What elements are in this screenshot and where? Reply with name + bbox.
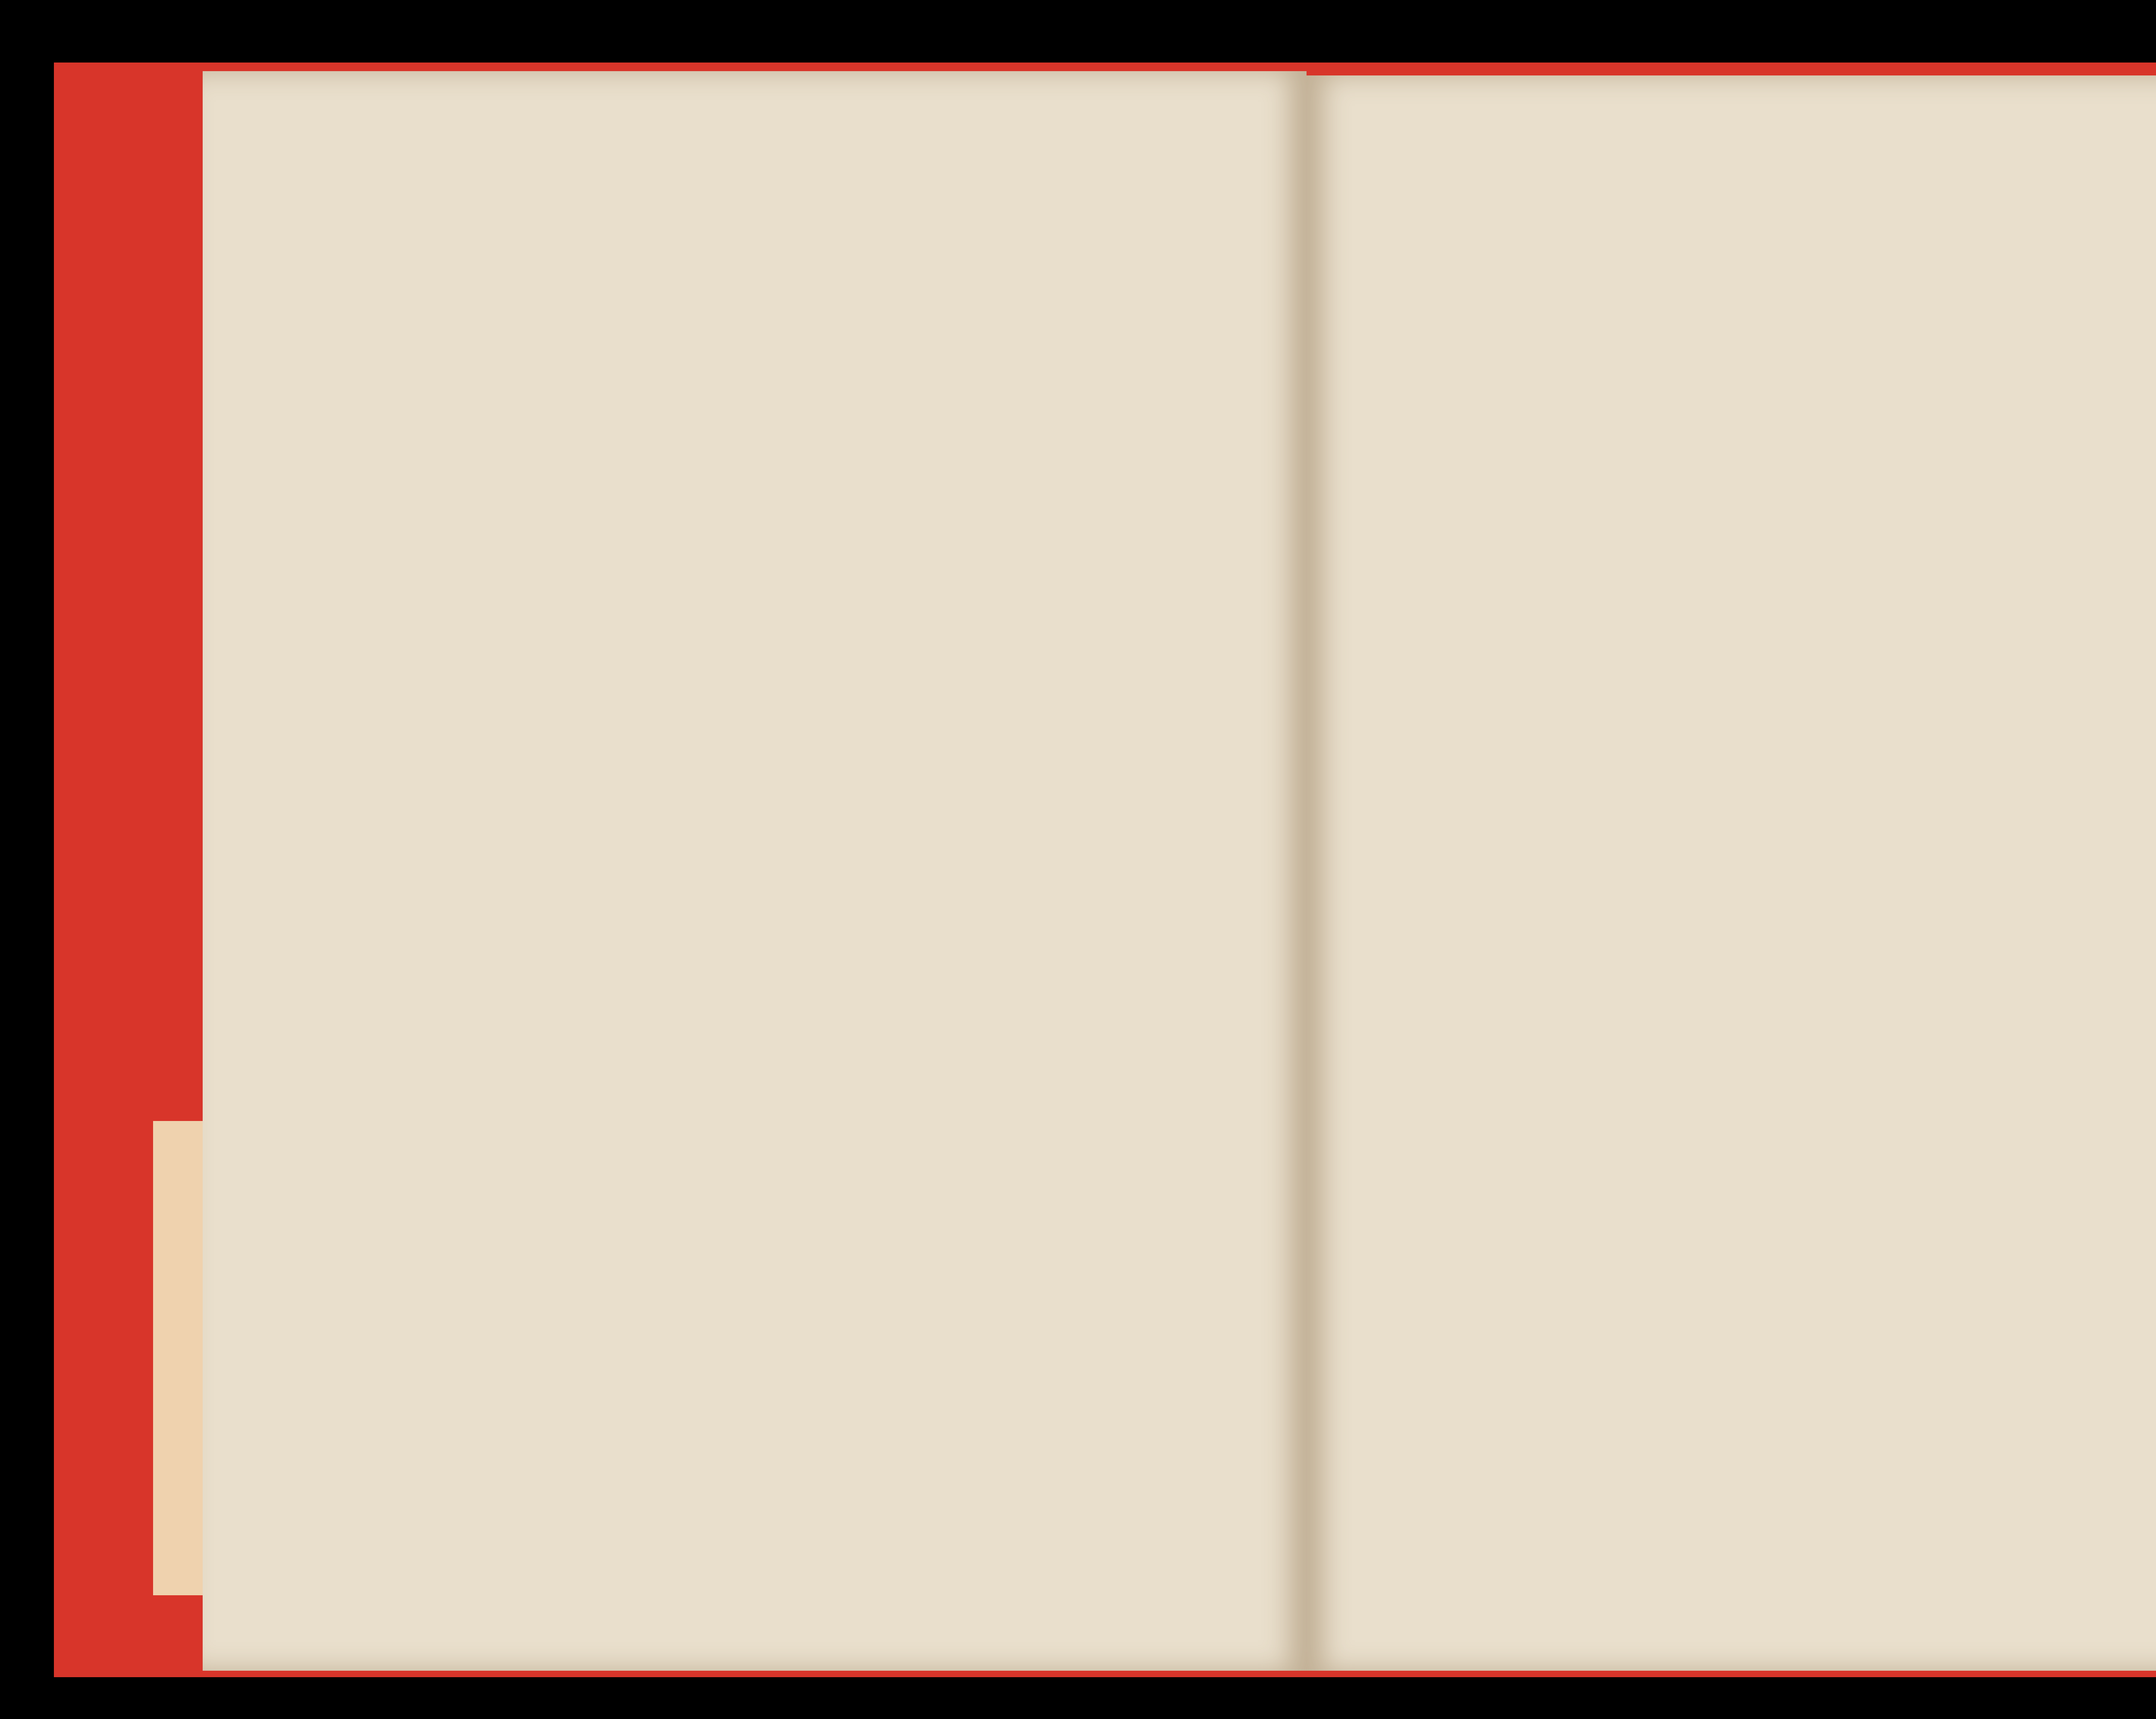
left-page (203, 71, 1307, 1671)
paper-tape (153, 1121, 203, 1595)
right-page (1307, 75, 2156, 1671)
